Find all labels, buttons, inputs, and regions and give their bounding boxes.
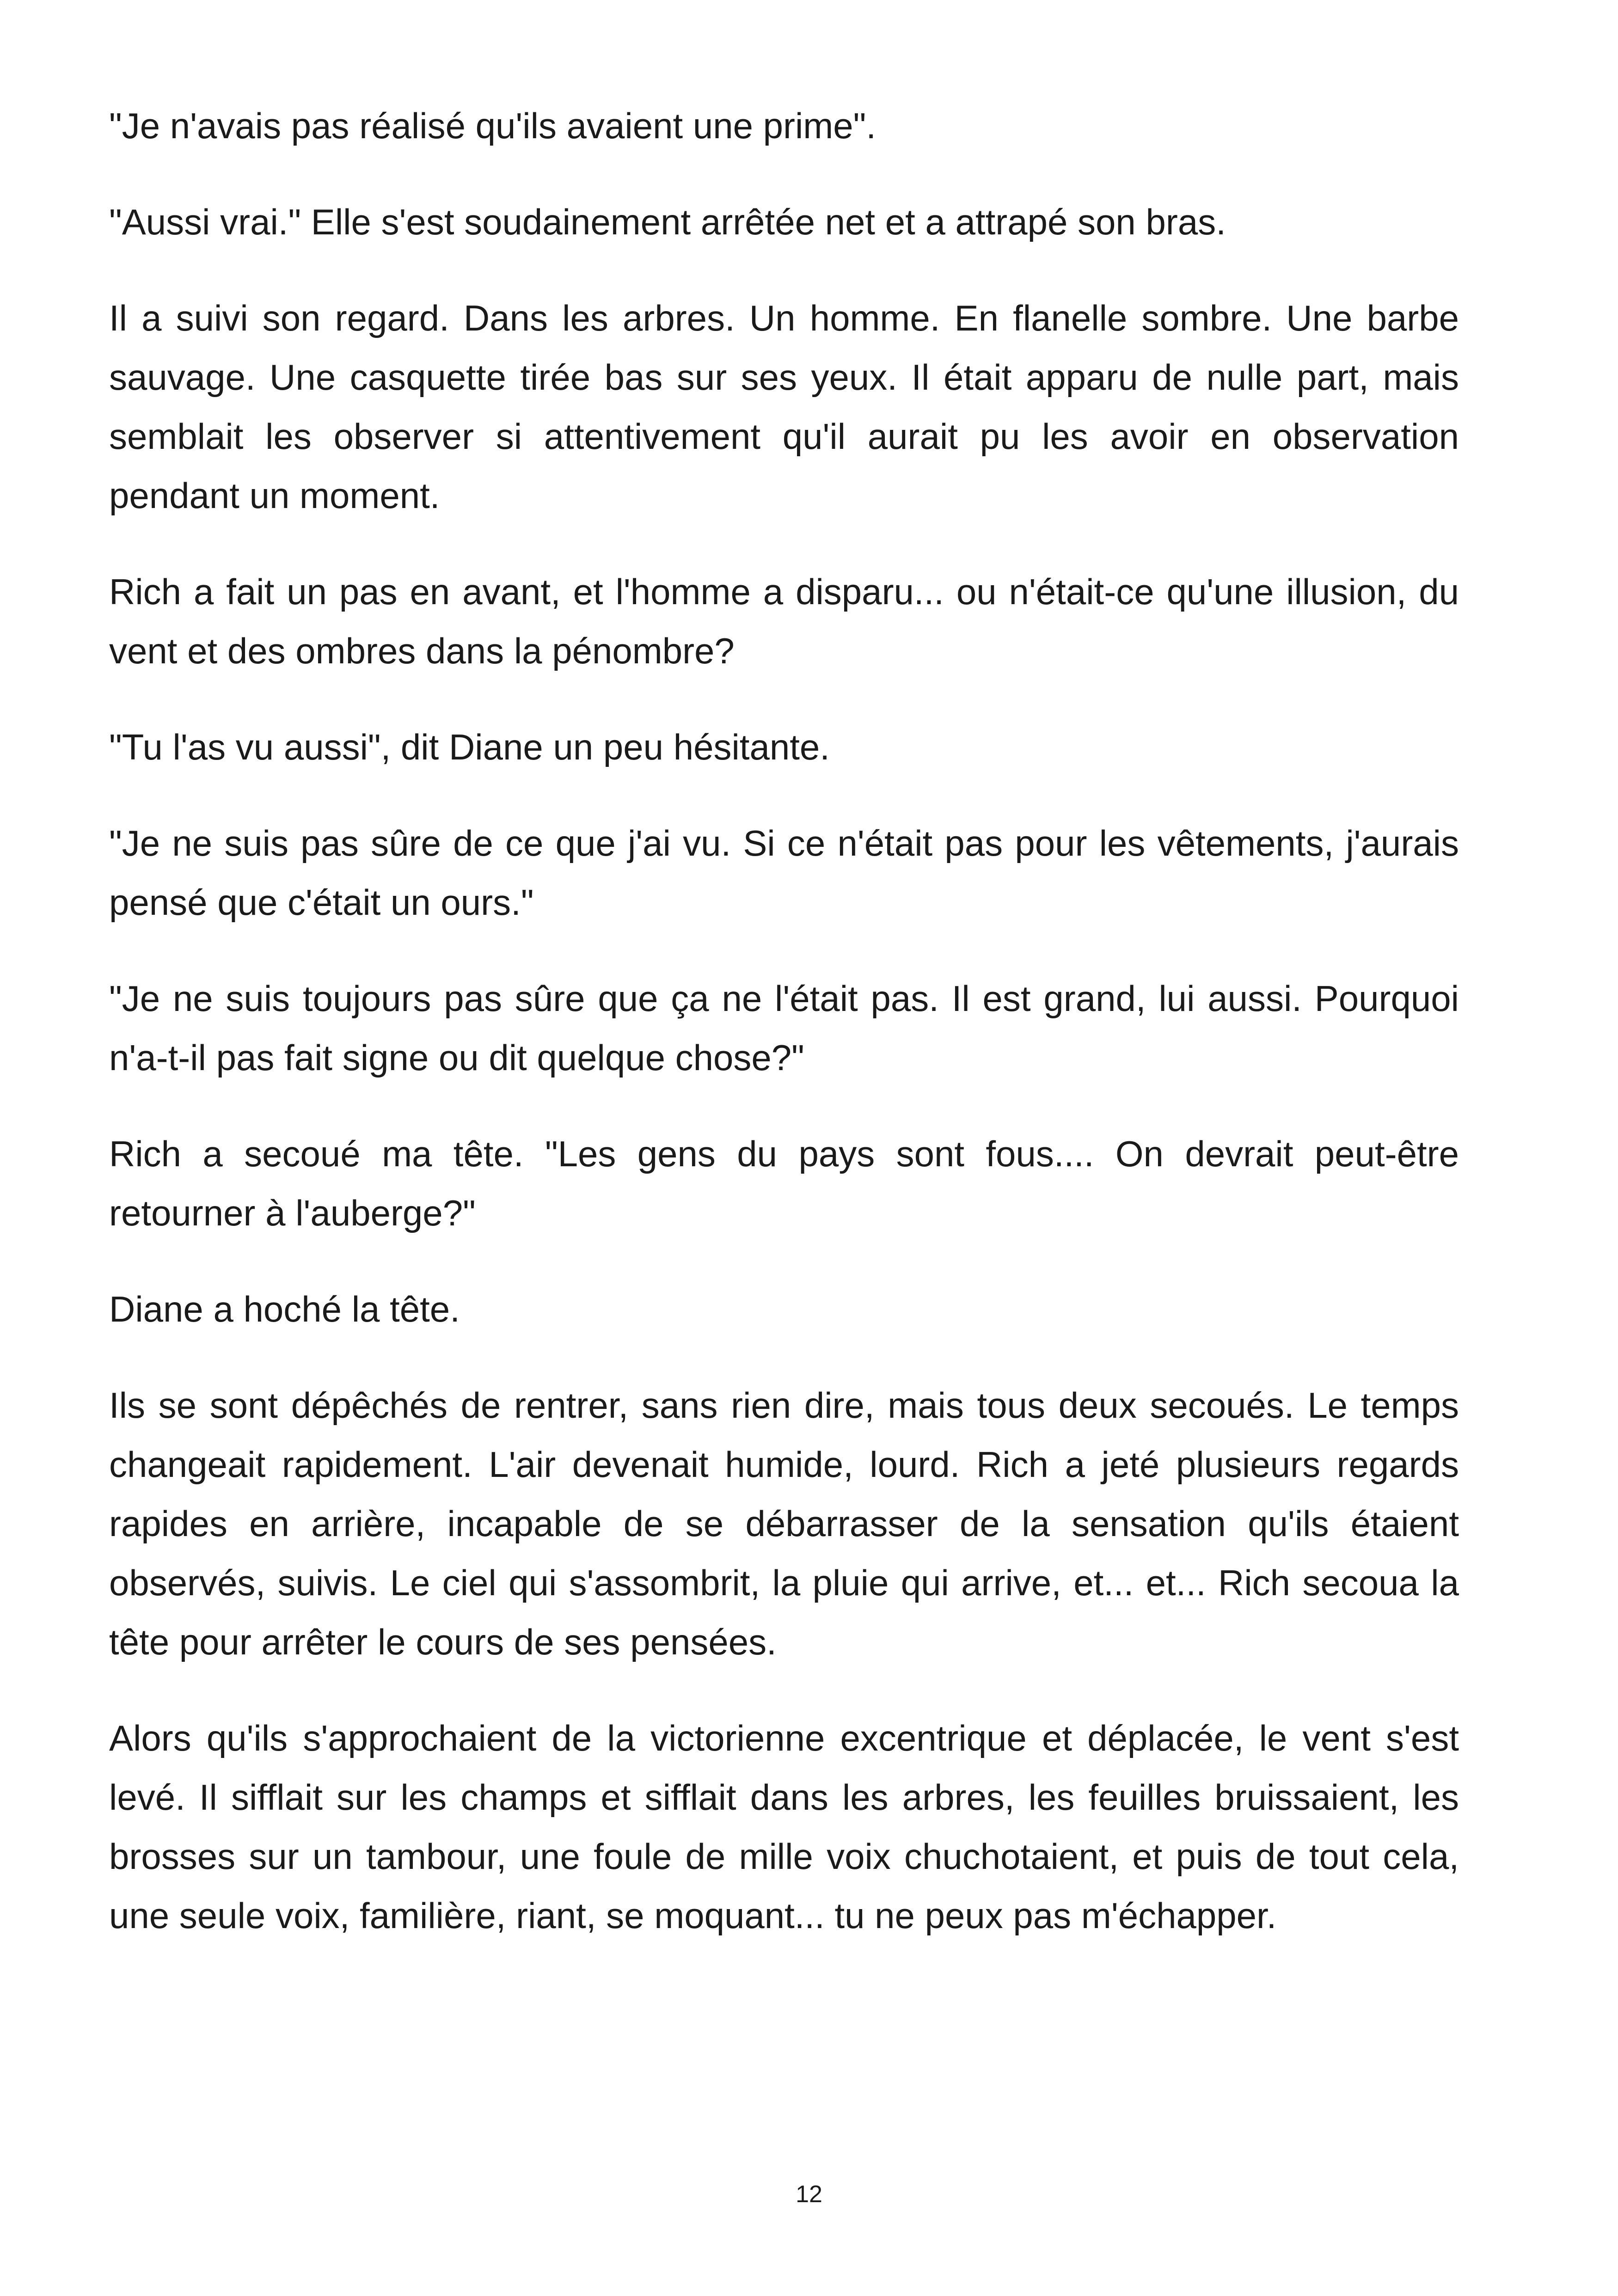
paragraph: Ils se sont dépêchés de rentrer, sans rien dire, mais tous deux secoués. Le temps changeait rapidement. L'air devenait humide, lourd. Rich a jeté plusieurs regards rapides en arrière, incapable de se débarrasser de la sensation qu'ils étaient observés, suivis. Le ciel qui s'assombrit, la pluie qui arrive, et... et... Rich secoua la tête pour arrêter le cours de ses pensées. (109, 1385, 1459, 1662)
paragraph: Rich a fait un pas en avant, et l'homme a disparu... ou n'était-ce qu'une illusion, du vent et des ombres dans la pénombre? (109, 571, 1459, 671)
paragraph: "Je n'avais pas réalisé qu'ils avaient une prime". (109, 105, 876, 146)
paragraph: "Tu l'as vu aussi", dit Diane un peu hésitante. (109, 727, 830, 767)
page-number: 12 (796, 2181, 822, 2208)
paragraph: "Je ne suis pas sûre de ce que j'ai vu. Si ce n'était pas pour les vêtements, j'aurais pensé que c'était un ours." (109, 823, 1459, 923)
text-column (109, 96, 1459, 1982)
paragraph: "Je ne suis toujours pas sûre que ça ne l'était pas. Il est grand, lui aussi. Pourquoi n'a-t-il pas fait signe ou dit quelque chose?" (109, 978, 1459, 1078)
paragraph: Diane a hoché la tête. (109, 1289, 460, 1329)
paragraph: Il a suivi son regard. Dans les arbres. Un homme. En flanelle sombre. Une barbe sauvage. Une casquette tirée bas sur ses yeux. Il était apparu de nulle part, mais semblait les observer si attentivement qu'il aurait pu les avoir en observation pendant un moment. (109, 298, 1459, 516)
paragraph: Alors qu'ils s'approchaient de la victorienne excentrique et déplacée, le vent s'est levé. Il sifflait sur les champs et sifflait dans les arbres, les feuilles bruissaient, les brosses sur un tambour, une foule de mille voix chuchotaient, et puis de tout cela, une seule voix, familière, riant, se moquant... tu ne peux pas m'échapper. (109, 1718, 1459, 1936)
paragraph: Rich a secoué ma tête. "Les gens du pays sont fous.... On devrait peut-être retourner à l'auberge?" (109, 1133, 1459, 1233)
paragraph: "Aussi vrai." Elle s'est soudainement arrêtée net et a attrapé son bras. (109, 202, 1226, 242)
